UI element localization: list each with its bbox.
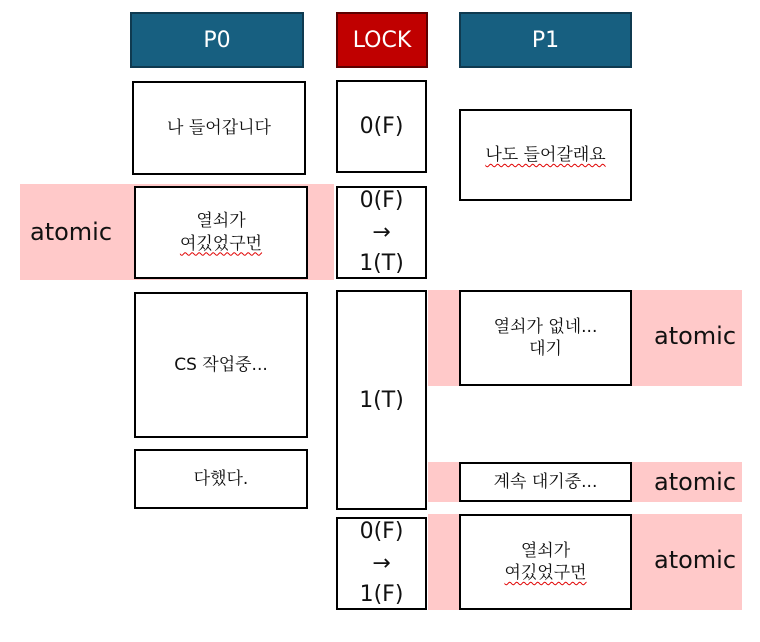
lock-state-3: 1(T) [359, 387, 404, 413]
p1-no-key-line2: 대기 [529, 339, 562, 359]
p1-no-key-line1: 열쇠가 없네... [493, 316, 598, 337]
arrow-right-icon: → [372, 550, 391, 576]
lock-state-box-4 [336, 517, 427, 610]
lock-state-box-2 [336, 186, 427, 279]
p0-cs-text: CS 작업중... [174, 354, 268, 375]
lock-state-4-to: 1(F) [359, 582, 404, 608]
arrow-right-icon: → [372, 219, 391, 245]
p0-key-found-box [134, 186, 308, 279]
lock-state-2-from: 0(F) [359, 187, 404, 213]
p1-header: P1 [459, 12, 632, 68]
atomic-label-p1-wait: atomic [654, 468, 737, 496]
atomic-label-p1-acquire: atomic [654, 546, 737, 574]
p0-header: P0 [130, 12, 304, 68]
lock-state-1: 0(F) [359, 114, 404, 139]
lock-header: LOCK [336, 12, 428, 68]
p1-enter-text: 나도 들어갈래요 [485, 144, 606, 165]
lock-state-2-to: 1(T) [359, 251, 404, 277]
p0-key-line1: 열쇠가 [196, 211, 246, 232]
atomic-label-p0: atomic [30, 218, 113, 246]
lock-state-box-1 [336, 80, 427, 173]
p1-key-line1: 열쇠가 [520, 540, 571, 561]
p0-cs-box [134, 292, 308, 438]
p1-waiting-text: 계속 대기중... [493, 471, 598, 492]
lock-state-4-from: 0(F) [359, 518, 404, 544]
p1-waiting-box [459, 462, 632, 502]
p0-enter-box [132, 81, 306, 175]
p1-no-key-box [459, 290, 632, 386]
lock-state-box-3 [336, 290, 427, 510]
p0-done-box [134, 449, 308, 509]
p1-key-line2: 여깄었구먼 [504, 563, 587, 583]
p1-enter-box [459, 109, 632, 201]
p0-done-text: 다했다. [193, 468, 249, 489]
p1-key-found-box [459, 514, 632, 610]
p0-key-line2: 여깄었구먼 [179, 233, 263, 254]
atomic-label-p1-check: atomic [654, 322, 737, 350]
p0-enter-text: 나 들어갑니다 [167, 117, 271, 138]
